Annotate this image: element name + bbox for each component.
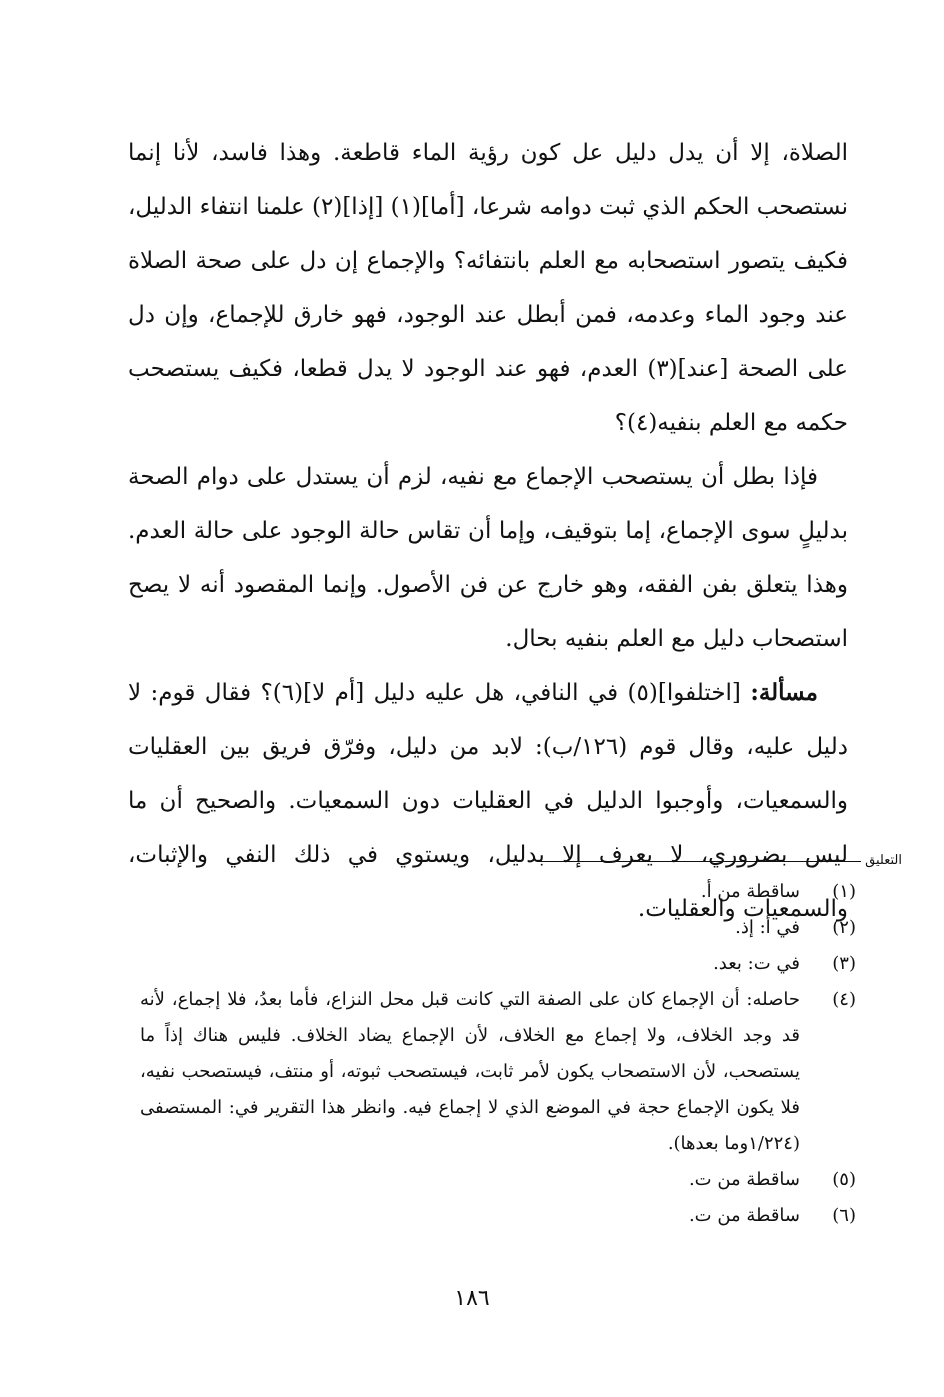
footnote-text: ساقطة من أ. [700,881,800,902]
footnote-number: (٦) [832,1205,856,1226]
issue-heading: مسألة: [750,679,819,706]
footnote-1 [140,874,856,910]
footnote-text: في ت: بعد. [713,953,800,974]
main-text [128,126,848,936]
footnote-5 [140,1162,856,1198]
footnote-separator-label: التعليق [865,853,902,868]
footnote-number: (١) [832,881,856,902]
footnote-3 [140,946,856,982]
footnote-text: حاصله: أن الإجماع كان على الصفة التي كانت قبل محل النزاع، فأما بعدُ، فلا إجماع، لأنه قد وجد الخلاف، ولا إجماع مع الخلاف، لأن الإجماع يضاد الخلاف. فليس هناك إذاً ما يستصحب، لأن الاستصحاب يكون لأمر ثابت، فيستصحب ثبوته، أو منتف، فيستصحب نفيه، فلا يكون الإجماع حجة في الموضع الذي لا إجماع فيه. وانظر هذا التقرير في: المستصفى (١/٢٢٤وما بعدها). [140,989,800,1154]
footnote-text: في أ: إذ. [735,917,800,938]
footnote-text: ساقطة من ت. [688,1169,800,1190]
footnote-separator [538,852,902,870]
separator-rule [538,861,861,862]
footnote-4 [140,982,856,1162]
footnote-number: (٣) [832,953,856,974]
footnote-number: (٥) [832,1169,856,1190]
page-number: ١٨٦ [454,1286,490,1311]
paragraph-1: الصلاة، إلا أن يدل دليل عل كون رؤية الماء قاطعة. وهذا فاسد، لأنا إنما نستصحب الحكم الذي ثبت دوامه شرعا، [أما](١) [إذا](٢) علمنا انتفاء الدليل، فكيف يتصور استصحابه مع العلم بانتفائه؟ والإجماع إن دل على صحة الصلاة عند وجود الماء وعدمه، فمن أبطل عند الوجود، فهو خارق للإجماع، وإن دل على الصحة [عند](٣) العدم، فهو عند الوجود لا يدل قطعا، فكيف يستصحب حكمه مع العلم بنفيه(٤)؟ [128,140,848,436]
footnote-6 [140,1198,856,1234]
footnote-text: ساقطة من ت. [688,1205,800,1226]
footnotes [140,874,856,1234]
paragraph-2: فإذا بطل أن يستصحب الإجماع مع نفيه، لزم أن يستدل على دوام الصحة بدليلٍ سوى الإجماع، إما بتوقيف، وإما أن تقاس حالة الوجود على حالة العدم. وهذا يتعلق بفن الفقه، وهو خارج عن فن الأصول. وإنما المقصود أنه لا يصح استصحاب دليل مع العلم بنفيه بحال. [128,464,848,652]
footnote-2 [140,910,856,946]
footnote-number: (٢) [832,917,856,938]
footnote-number: (٤) [832,989,856,1010]
paragraph-3-text: [اختلفوا](٥) في النافي، هل عليه دليل [أم لا](٦)؟ فقال قوم: لا دليل عليه، وقال قوم (١٢٦/ب): لابد من دليل، وفرّق فريق بين العقليات والسمعيات، وأوجبوا الدليل في العقليات دون السمعيات. والصحيح أن ما ليس بضروري، لا يعرف إلا بدليل، ويستوي في ذلك النفي والإثبات، والسمعيات والعقليات. [128,680,848,922]
